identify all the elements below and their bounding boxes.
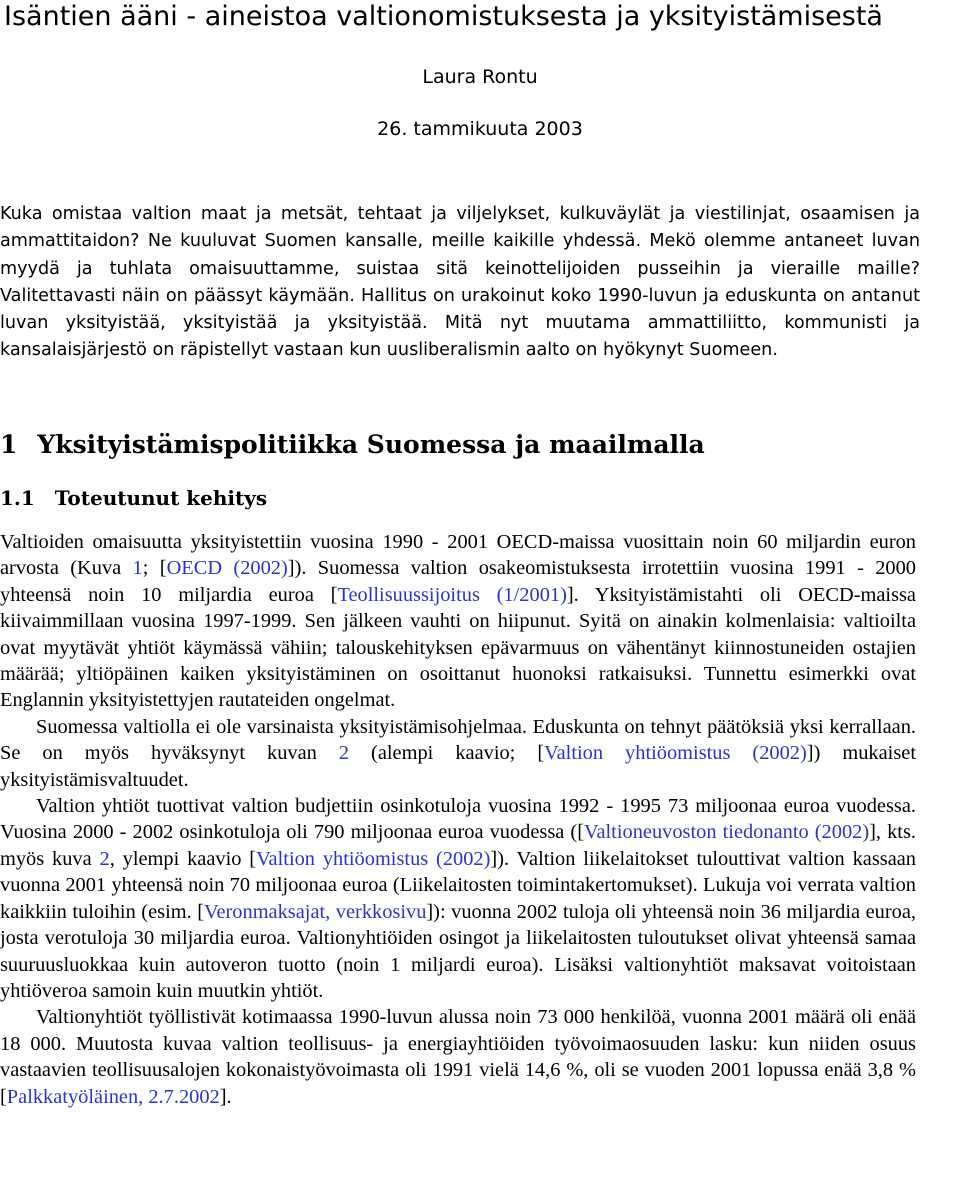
document-title: Isäntien ääni - aineistoa valtionomistuksesta ja yksityistämisestä: [4, 1, 883, 32]
body-text: [0, 529, 916, 1110]
text-run: Valtionyhtiöt työllistivät kotimaassa 1990-luvun alussa noin 73 000 henkilöä, vuonna 2001 määrä oli enää 18 000. Muutosta kuvaa valtion teollisuus- ja energiayhtiöiden työvoimaosuuden lasku: kun niiden osuus vastaavien teollisuusalojen kokonaistyövoimasta oli 1991 vielä 14,6 %, oli se vuoden 2001 lopussa enää 3,8 % [: [0, 1006, 916, 1108]
citation-link[interactable]: Valtioneuvoston tiedonanto (2002): [584, 821, 870, 844]
paragraph: [0, 1004, 916, 1110]
citation-link[interactable]: Palkkatyöläinen, 2.7.2002: [6, 1085, 220, 1108]
citation-link[interactable]: Valtion yhtiöomistus (2002): [256, 847, 491, 870]
text-run: ]) mukaiset yksityistämisvaltuudet.: [0, 742, 916, 791]
paragraph: [0, 793, 916, 1004]
paragraph: [0, 714, 916, 793]
figure-link[interactable]: 2: [99, 847, 110, 870]
text-run: Suomessa valtiolla ei ole varsinaista yksityistämisohjelmaa. Eduskunta on tehnyt päätöksiä yksi kerrallaan. Se on myös hyväksynyt kuvan: [0, 715, 916, 765]
text-run: ]). Valtion liikelaitokset tulouttivat valtion kassaan vuonna 2001 yhteensä noin 70 miljoonaa euroa (Liikelaitosten toimintakertomukset). Lukuja voi verrata valtion kaikkiin tuloihin (esim. [: [0, 847, 916, 923]
section-number: 1: [0, 430, 18, 459]
paragraph: [0, 529, 916, 714]
section-title: Yksityistämispolitiikka Suomessa ja maailmalla: [37, 430, 705, 459]
text-run: Valtion yhtiöt tuottivat valtion budjettiin osinkotuloja vuosina 1992 - 1995 73 miljoonaa euroa vuodessa. Vuosina 2000 - 2002 osinkotuloja oli 790 miljoonaa euroa vuodessa ([: [0, 795, 916, 844]
citation-link[interactable]: Valtion yhtiöomistus (2002): [544, 742, 807, 765]
section-heading: [0, 425, 705, 465]
subsection-heading: [0, 483, 267, 513]
abstract: Kuka omistaa valtion maat ja metsät, tehtaat ja viljelykset, kulkuväylät ja viestilinjat, osaamisen ja ammattitaidon? Ne kuuluvat Suomen kansalle, meille kaikille yhdessä. Mekö olemme antaneet luvan myydä ja tuhlata omaisuuttamme, suistaa sitä keinottelijoiden pusseihin ja vieraille maille? Valitettavasti näin on päässyt käymään. Hallitus on urakoinut koko 1990-luvun ja eduskunta on antanut luvan yksityistää, yksityistää ja yksityistää. Mitä nyt muutama ammattiliitto, kommunisti ja kansalaisjärjestö on räpistellyt vastaan kun uusliberalismin aalto on hyökynyt Suomeen.: [0, 204, 920, 361]
text-run: ; [: [142, 557, 167, 580]
subsection-title: Toteutunut kehitys: [54, 486, 268, 510]
citation-link[interactable]: Veronmaksajat, verkkosivu: [204, 900, 427, 923]
text-run: ]. Yksityistämistahti oli OECD-maissa kiivaimmillaan vuosina 1997-1999. Sen jälkeen vauhti on hiipunut. Syitä on ainakin kolmenlaisia: valtioilta ovat myytävät yhtiöt käymässä vähiin; talouskehityksen epävarmuus on vähentänyt kiinnostuneiden ostajien määrää; yltiöpäinen kaiken yksityistäminen on osoittanut huonoksi ratkaisuksi. Tunnettu esimerkki ovat Englannin yksityistettyjen rautateiden ongelmat.: [0, 583, 916, 712]
text-run: (alempi kaavio; [: [349, 742, 545, 765]
citation-link[interactable]: OECD (2002): [166, 557, 288, 580]
text-run: ].: [219, 1085, 232, 1108]
text-run: Valtioiden omaisuutta yksityistettiin vuosina 1990 - 2001 OECD-maissa vuosittain noin 60 miljardin euron arvosta (Kuva: [0, 531, 916, 580]
figure-link[interactable]: 1: [132, 557, 143, 580]
text-run: ], kts. myös kuva: [0, 821, 916, 870]
figure-link[interactable]: 2: [338, 742, 350, 765]
citation-link[interactable]: Teollisuussijoitus (1/2001): [337, 583, 567, 606]
author: Laura Rontu: [422, 66, 538, 88]
text-run: ]). Suomessa valtion osakeomistuksesta irrotettiin vuosina 1991 - 2000 yhteensä noin 10 miljardia euroa [: [0, 557, 916, 606]
subsection-number: 1.1: [0, 486, 35, 510]
text-run: , ylempi kaavio [: [109, 847, 257, 870]
text-run: ]): vuonna 2002 tuloja oli yhteensä noin 36 miljardia euroa, josta verotuloja 30 miljardia euroa. Valtionyhtiöiden osingot ja liikelaitosten tuloutukset olivat yhteensä samaa suuruusluokkaa kuin autoveron tuotto (noin 1 miljardi euroa). Lisäksi valtionyhtiöt maksavat voitoistaan yhtiöveroa samoin kuin muutkin yhtiöt.: [0, 900, 916, 1002]
date: 26. tammikuuta 2003: [377, 118, 583, 140]
